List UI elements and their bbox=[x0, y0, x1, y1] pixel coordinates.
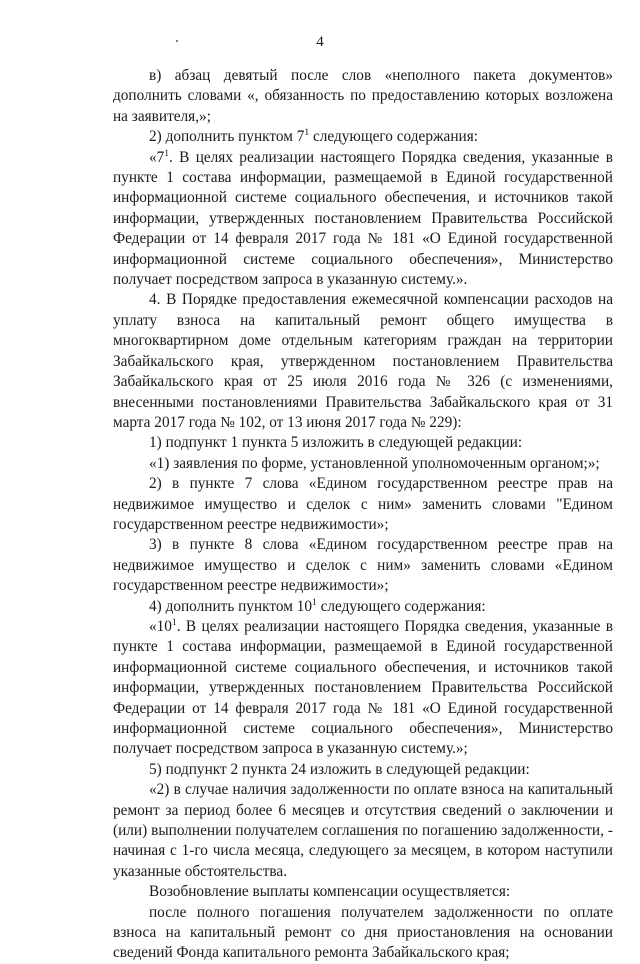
paragraph-text: «7 bbox=[149, 148, 165, 166]
superscript: 1 bbox=[304, 128, 310, 139]
superscript: 1 bbox=[312, 597, 317, 608]
paragraph-sub-3: 3) в пункте 8 слова «Едином государственном реестре прав на недвижимое имущество и сделок с ним» заменить словами «Едином государственном реестре недвижимости»; bbox=[113, 536, 613, 595]
paragraph-amend-v: в) абзац девятый после слов «неполного пакета документов» дополнить словами «, обязанность по предоставлению которых возложена на заявителя,»; bbox=[113, 67, 613, 125]
paragraph-section-4: 4. В Порядке предоставления ежемесячной компенсации расходов на уплату взноса на капитальный ремонт общего имущества в многоквартирном доме отдельным категориям граждан на территории Забайкальского края, утвержденном постановлением Правительства Забайкальского края от 25 июля 2016 года № 326 (с изменениями, внесенными постановлениями Правительства Забайкальского края от 31 марта 2017 года № 102, от 13 июня 2017 года № 229): bbox=[113, 291, 613, 431]
superscript: 1 bbox=[171, 617, 177, 628]
paragraph-resume: Возобновление выплаты компенсации осуществляется: bbox=[149, 883, 511, 901]
paragraph-after-payment: после полного погашения получателем задолженности по оплате взноса на капитальный ремонт со дня приостановления на основании сведений Фонда капитального ремонта Забайкальского края; bbox=[113, 903, 613, 962]
paragraph-quote-1: «1) заявления по форме, установленной уполномоченным органом;»; bbox=[149, 454, 600, 472]
paragraph-quote-2: «2) в случае наличия задолженности по оплате взноса на капитальный ремонт за период более 6 месяцев и отсутствия сведений о заключении и (или) выполнении получателем соглашения по погашению задолженности, - начиная с 1-го числа месяца, следующего за месяцем, в котором наступили указанные обстоятельства. bbox=[113, 781, 613, 880]
paragraph-sub-4 bbox=[113, 597, 613, 617]
paragraph-sub-2: 2) в пункте 7 слова «Едином государственном реестре прав на недвижимое имущество и сделок с ним» заменить словами "Едином государственном реестре недвижимости»; bbox=[113, 475, 613, 533]
paragraph-point-10-1 bbox=[113, 617, 613, 760]
paragraph-text: 2) дополнить пунктом 7 bbox=[149, 128, 305, 146]
paragraph-text: . В целях реализации настоящего Порядка сведения, указанные в пункте 1 состава информации, размещаемой в Единой государственной информационной системе социального обеспечения, и источников такой информации, утвержденных постановлением Правительства Российской Федерации от 14 февраля 2017 года № 181 «О Единой государственной информационной системе социального обеспечения», Министерство получает посредством запроса в указанную систему.»; bbox=[113, 617, 613, 758]
paragraph-text: следующего содержания: bbox=[316, 597, 486, 615]
paragraph-sub-5: 5) подпункт 2 пункта 24 изложить в следующей редакции: bbox=[149, 760, 530, 778]
superscript: 1 bbox=[164, 148, 170, 159]
paragraph-sub-1: 1) подпункт 1 пункта 5 изложить в следующей редакции: bbox=[149, 434, 523, 452]
page-number: 4 bbox=[316, 34, 324, 50]
paragraph-item-2 bbox=[113, 127, 613, 147]
paragraph-text: . В целях реализации настоящего Порядка сведения, указанные в пункте 1 состава информации, размещаемой в Единой государственной информационной системе социального обеспечения, и источников такой информации, утвержденных постановлением Правительства Российской Федерации от 14 февраля 2017 года № 181 «О Единой государственной информационной системе социального обеспечения», Министерство получает посредством запроса в указанную систему.». bbox=[113, 148, 613, 289]
document-body bbox=[113, 66, 613, 964]
paragraph-text: следующего содержания: bbox=[309, 128, 478, 146]
paragraph-point-7-1 bbox=[113, 148, 613, 291]
paragraph-text: «10 bbox=[149, 617, 172, 635]
paragraph-text: 4) дополнить пунктом 10 bbox=[149, 597, 313, 615]
